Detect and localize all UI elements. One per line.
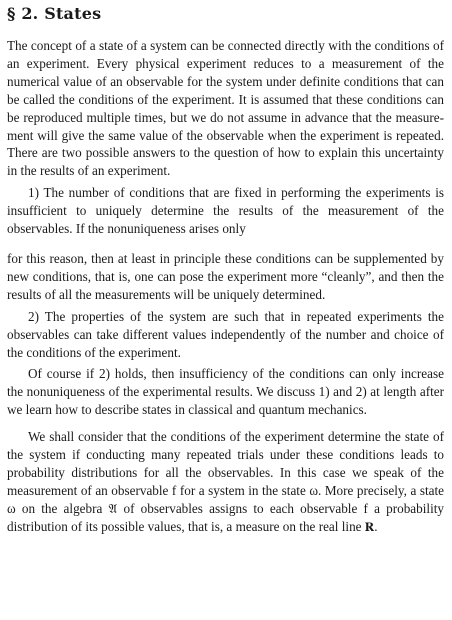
- paragraph-state-definition: We shall consider that the conditions of the experiment determine the state of the system if conducting many repeated trials under these conditions leads to probability distributions for all the observables. In this case we speak of the measurement of an observable f for a system in the state ω. More precisely, a state ω on the algebra 𝔄 of observables assigns to each observable f a probability distribution of its possible values, that is, a measure on the real line 𝐑.: [7, 429, 444, 534]
- section-title: § 2. States: [7, 4, 102, 23]
- paragraph-answer-1: 1) The number of conditions that are fixed in performing the experiments is insufficient to uniquely determine the results of the measurement of the observables. If the nonuniqueness arises only: [7, 185, 444, 237]
- paragraph-remark: Of course if 2) holds, then insufficiency of the conditions can only increase the nonuniqueness of the experimental results. We discuss 1) and 2) at length after we learn how to describe states in classical and quantum mechanics.: [7, 366, 444, 418]
- paragraph-answer-2: 2) The properties of the system are such that in repeated experiments the observables can take different values independently of the number and choice of the conditions of the experiment.: [7, 308, 444, 360]
- paragraph-answer-1-continued: for this reason, then at least in principle these conditions can be supplemented by new conditions, that is, one can pose the experiment more “cleanly”, and then the results of all the measurements will be uniquely determined.: [7, 250, 444, 302]
- paragraph-intro: The concept of a state of a system can be connected directly with the conditions of an experiment. Every physical experiment reduces to a measurement of the numerical value of an observable for the system under definite conditions that can be called the conditions of the experiment. It is assumed that these conditions can be reproduced multiple times, but we do not assume in advance that the measurement will give the same value of the observable when the experiment is repeated. There are two possible answers to the question of how to explain this uncertainty in the results of an experiment.: [7, 38, 444, 179]
